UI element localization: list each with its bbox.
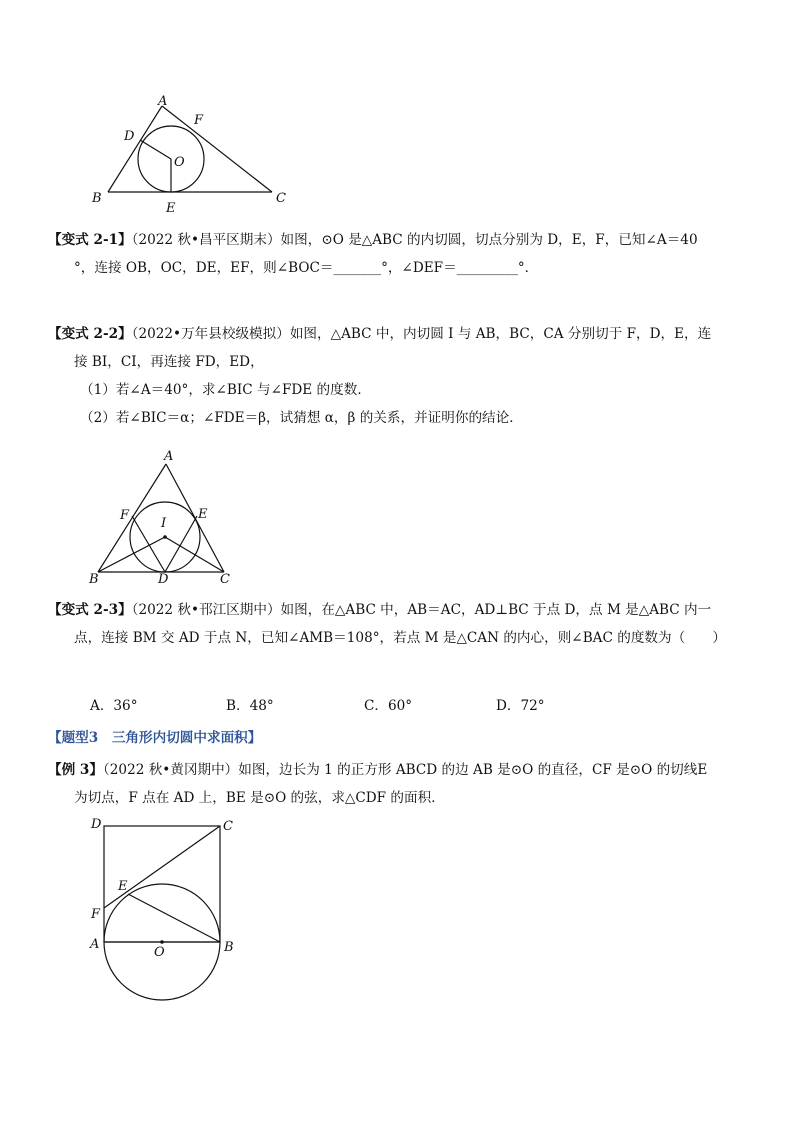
label-i: I — [161, 516, 167, 531]
label-b: B — [92, 191, 102, 206]
label-c: C — [223, 819, 233, 834]
example-3-line-2: 为切点，F 点在 AD 上，BE 是⊙O 的弦，求△CDF 的面积． — [74, 790, 445, 806]
chord-be — [128, 894, 220, 942]
point-i — [163, 535, 167, 539]
variant-2-2-paragraph — [48, 320, 734, 432]
variant-2-2-line-1: 【变式 2-2】（2022•万年县校级模拟）如图，△ABC 中，内切圆 I 与 AB，BC，CA 分别切于 F，D，E，连 — [48, 326, 712, 342]
figure-2-incircle-triangle — [86, 446, 246, 588]
segment-od — [140, 140, 171, 159]
label-d: D — [158, 572, 169, 587]
variant-2-1-paragraph — [48, 226, 734, 282]
tangent-cf — [104, 826, 220, 908]
label-d: D — [124, 129, 135, 144]
label-b: B — [224, 940, 234, 955]
choice-a[interactable]: A．36° — [90, 698, 138, 714]
choice-d[interactable]: D．72° — [496, 698, 545, 714]
label-d: D — [91, 817, 102, 832]
point-o — [160, 940, 164, 944]
variant-2-2-tag: 【变式 2-2】 — [48, 326, 132, 342]
variant-2-3-line-2: 点，连接 BM 交 AD 于点 N，已知∠AMB＝108°，若点 M 是△CAN 的内心，则∠BAC 的度数为（ ） — [74, 630, 726, 646]
label-a: A — [164, 449, 174, 464]
example-3-line-1: 【例 3】（2022 秋•黄冈期中）如图，边长为 1 的正方形 ABCD 的边 AB 是⊙O 的直径，CF 是⊙O 的切线E — [48, 762, 708, 778]
label-b: B — [89, 572, 99, 587]
variant-2-3-tag: 【变式 2-3】 — [48, 602, 132, 618]
label-c: C — [220, 572, 230, 587]
variant-2-2-question-2: （2）若∠BIC＝α；∠FDE＝β，试猜想 α，β 的关系，并证明你的结论． — [80, 410, 523, 426]
label-o: O — [154, 945, 165, 960]
label-e: E — [166, 201, 176, 216]
side-ac — [162, 106, 272, 192]
label-f: F — [91, 907, 101, 922]
segment-ed — [165, 516, 197, 572]
variant-2-1-line-1: 【变式 2-1】（2022 秋•昌平区期末）如图，⊙O 是△ABC 的内切圆，切点分别为 D，E，F，已知∠A＝40 — [48, 232, 698, 248]
variant-2-2-question-1: （1）若∠A＝40°，求∠BIC 与∠FDE 的度数． — [80, 382, 371, 398]
variant-2-3-line-1: 【变式 2-3】（2022 秋•邗江区期中）如图，在△ABC 中，AB＝AC，AD⊥BC 于点 D，点 M 是△ABC 内一 — [48, 602, 712, 618]
label-e: E — [118, 879, 128, 894]
figure-3-square-circle — [86, 814, 246, 1006]
label-a: A — [158, 94, 168, 109]
label-f: F — [194, 113, 204, 128]
label-c: C — [276, 191, 286, 206]
figure-1-incircle-triangle — [86, 92, 296, 217]
variant-2-1-tag: 【变式 2-1】 — [48, 232, 132, 248]
variant-2-1-line-2: °，连接 OB，OC，DE，EF，则∠BOC＝_______°，∠DEF＝_________°． — [74, 260, 539, 276]
section-3-heading: 【题型3 三角形内切圆中求面积】 — [48, 730, 262, 746]
label-a: A — [90, 937, 100, 952]
choice-c[interactable]: C．60° — [364, 698, 413, 714]
example-3-paragraph — [48, 756, 734, 812]
label-e: E — [198, 507, 208, 522]
variant-2-2-line-2: 接 BI，CI，再连接 FD，ED， — [74, 354, 264, 370]
example-3-tag: 【例 3】 — [48, 762, 103, 778]
variant-2-3-paragraph — [48, 596, 734, 652]
label-f: F — [120, 508, 130, 523]
label-o: O — [174, 155, 185, 170]
choice-b[interactable]: B．48° — [226, 698, 274, 714]
